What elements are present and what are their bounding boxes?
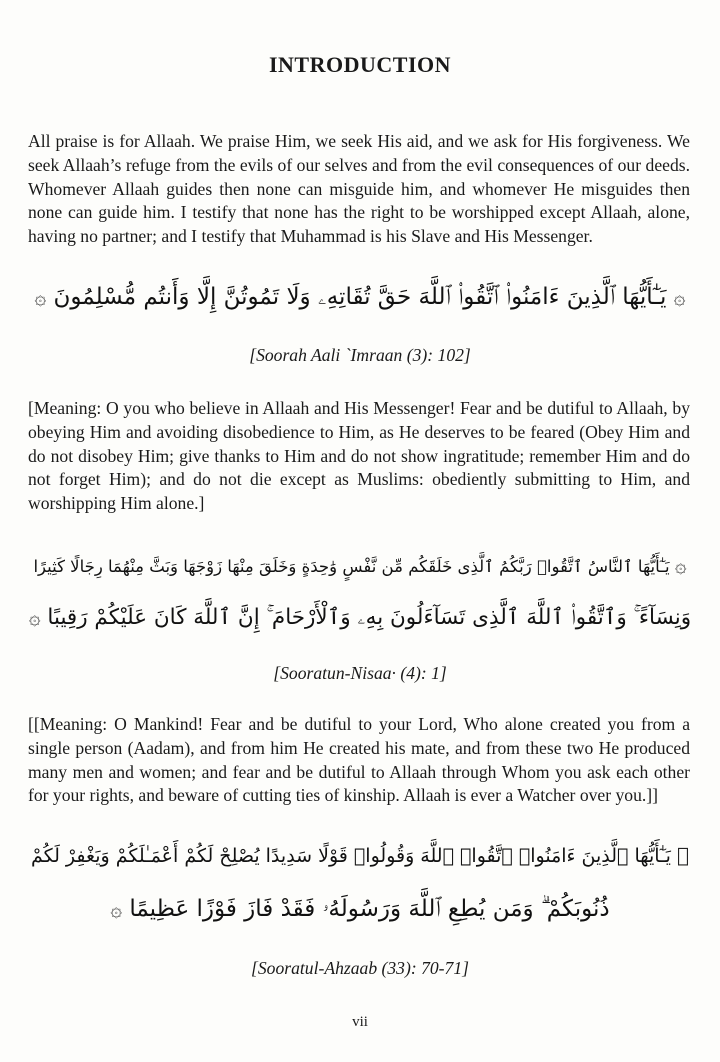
page-title: INTRODUCTION bbox=[268, 52, 452, 77]
meaning-2-paragraph: [[Meaning: O Mankind! Fear and be dutiful to your Lord, Who alone created you from a single person (Aadam), and from him He created his mate, and from these two He produced many men and women; and fear and be dutiful to Allaah through Whom you ask each other for your rights, and beware of cutting ties of kinship. Allaah is ever a Watcher over you.]] bbox=[28, 714, 690, 806]
quran-verse-3-line-2 bbox=[28, 892, 692, 926]
meaning-1-paragraph: [Meaning: O you who believe in Allaah and His Messenger! Fear and be dutiful to Allaah, by obeying Him and avoiding disobedience to Him, as He deserves to be feared (Obey Him and do not disobey Him; give thanks to Him and do not show ingratitude; remember Him and do not forget Him); and do not die except as Muslims: obediently submitting to Him, and worshipping Him alone.] bbox=[28, 398, 690, 514]
verse-1-reference: [Soorah Aali `Imraan (3): 102] bbox=[249, 345, 471, 365]
quran-verse-1 bbox=[28, 280, 692, 314]
verse-3-line-2-text: ذُنُوبَكُمْ ۗ وَمَن يُطِعِ ٱللَّهَ وَرَسُولَهُۥ فَقَدْ فَازَ فَوْزًا عَظِيمًا bbox=[129, 896, 610, 922]
ornament-start-icon: ۞ bbox=[677, 843, 690, 867]
ornament-start-icon: ۞ bbox=[674, 553, 687, 577]
quran-verse-2-line-1 bbox=[28, 548, 692, 584]
quran-verse-2-line-2 bbox=[28, 600, 692, 635]
verse-3-line-1-text: يَـٰٓأَيُّهَا ٱلَّذِينَ ءَامَنُوا۟ ٱتَّقُوا۟ ٱللَّهَ وَقُولُوا۟ قَوْلًا سَدِيدًا يُصْلِحْ لَكُمْ أَعْمَـٰلَكُمْ وَيَغْفِرْ لَكُمْ bbox=[30, 845, 671, 867]
ornament-end-icon: ۞ bbox=[28, 605, 41, 629]
quran-verse-3-line-1 bbox=[28, 838, 692, 873]
verse-2-reference: [Sooratun-Nisaa· (4): 1] bbox=[273, 663, 447, 683]
verse-2-line-1-text: يَـٰٓأَيُّهَا ٱلنَّاسُ ٱتَّقُوا۟ رَبَّكُمُ ٱلَّذِى خَلَقَكُم مِّن نَّفْسٍ وَٰحِدَةٍ وَخَلَقَ مِنْهَا زَوْجَهَا وَبَثَّ مِنْهُمَا رِجَالًا كَثِيرًا bbox=[33, 557, 670, 576]
ornament-end-icon: ۞ bbox=[34, 285, 47, 309]
intro-paragraph: All praise is for Allaah. We praise Him, we seek His aid, and we ask for His forgiveness. We seek Allaah’s refuge from the evils of our selves and from the evil consequences of our deeds. Whomever Allaah guides then none can misguide him, and whomever He misguides then none can guide him. I testify that none has the right to be worshipped except Allaah, alone, having no partner; and I testify that Muhammad is his Slave and His Messenger. bbox=[28, 131, 690, 247]
verse-1-text: يَـٰٓأَيُّهَا ٱلَّذِينَ ءَامَنُوا۟ ٱتَّقُوا۟ ٱللَّهَ حَقَّ تُقَاتِهِۦ وَلَا تَمُوتُنَّ إِلَّا وَأَنتُم مُّسْلِمُونَ bbox=[53, 284, 667, 310]
page-number: vii bbox=[352, 1014, 368, 1030]
ornament-end-icon: ۞ bbox=[110, 897, 123, 921]
verse-3-reference: [Sooratul-Ahzaab (33): 70-71] bbox=[251, 958, 469, 978]
verse-2-line-2-text: وَنِسَآءً ۚ وَٱتَّقُوا۟ ٱللَّهَ ٱلَّذِى تَسَآءَلُونَ بِهِۦ وَٱلْأَرْحَامَ ۚ إِنَّ ٱللَّهَ كَانَ عَلَيْكُمْ رَقِيبًا bbox=[47, 605, 692, 630]
ornament-start-icon: ۞ bbox=[673, 285, 686, 309]
